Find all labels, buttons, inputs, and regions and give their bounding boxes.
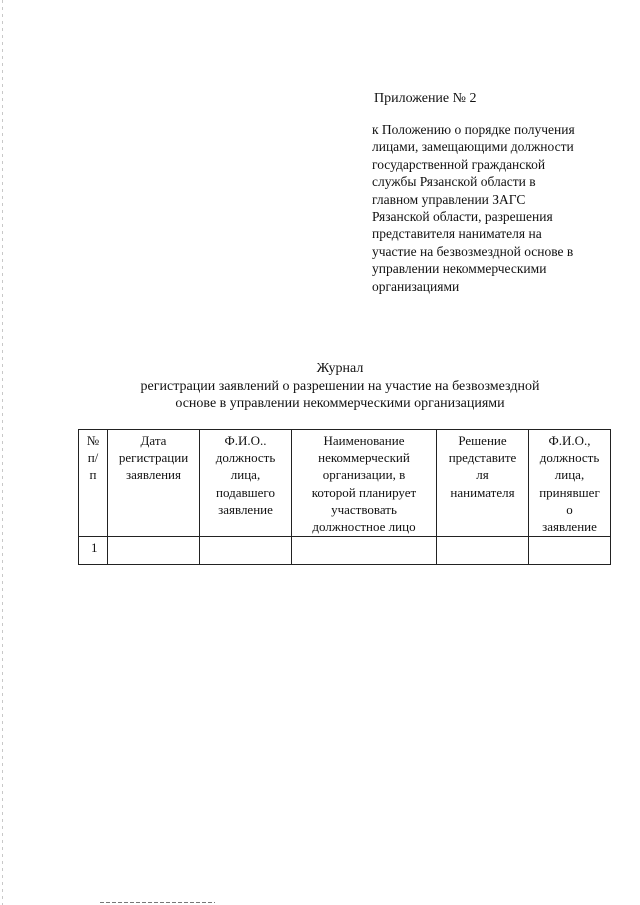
header-text: организации, в — [322, 467, 406, 483]
header-text: некоммерческий — [318, 450, 410, 466]
header-text: подавшего — [216, 484, 275, 500]
header-text: № — [86, 433, 100, 448]
appendix-line: главном управлении ЗАГС — [372, 191, 526, 207]
table-row — [79, 537, 611, 565]
header-text: которой планирует — [311, 484, 417, 500]
table-header-row — [79, 430, 611, 537]
table-cell — [108, 537, 200, 565]
appendix-block — [372, 90, 622, 295]
header-text: лица, — [554, 467, 585, 483]
appendix-number: Приложение № 2 — [374, 91, 477, 106]
appendix-line: государственной гражданской — [372, 156, 546, 172]
header-text: заявление — [542, 519, 597, 535]
footer-scan-mark — [100, 902, 215, 903]
registration-journal-table — [78, 429, 611, 565]
table-cell — [292, 537, 437, 565]
appendix-line: участие на безвозмездной основе в — [372, 243, 574, 259]
header-text: ля — [476, 467, 489, 483]
header-text: п — [89, 467, 97, 483]
journal-subtitle-line: основе в управлении некоммерческими организациями — [175, 396, 505, 411]
header-text: должность — [215, 450, 276, 466]
header-text: о — [566, 501, 573, 517]
appendix-line: службы Рязанской области в — [372, 174, 536, 190]
header-text: п/ — [87, 450, 99, 466]
appendix-line: лицами, замещающими должности — [372, 139, 574, 155]
header-text: лица, — [230, 467, 261, 483]
header-text: нанимателя — [450, 484, 515, 500]
appendix-line: Рязанской области, разрешения — [372, 209, 553, 225]
header-text: принявшег — [539, 484, 600, 500]
header-cell-number — [79, 430, 108, 537]
appendix-line: управлении некоммерческими — [372, 261, 547, 277]
header-text: Решение — [458, 433, 507, 448]
header-text: заявление — [218, 501, 273, 517]
header-text: заявления — [125, 467, 181, 483]
header-text: Ф.И.О.. — [224, 433, 267, 448]
header-cell-receiver — [529, 430, 611, 537]
header-text: Ф.И.О., — [548, 433, 591, 448]
journal-heading — [40, 360, 640, 413]
table-cell — [200, 537, 292, 565]
appendix-line: представителя нанимателя на — [372, 226, 542, 242]
appendix-text — [372, 121, 622, 295]
header-cell-organization — [292, 430, 437, 537]
header-text: представите — [448, 450, 517, 466]
table-cell: 1 — [79, 537, 108, 565]
journal-subtitle-line: регистрации заявлений о разрешении на участие на безвозмездной — [140, 378, 540, 394]
appendix-line: к Положению о порядке получения — [372, 122, 575, 137]
scan-edge-artifact — [2, 0, 3, 905]
header-text: Наименование — [323, 433, 405, 448]
header-cell-decision — [437, 430, 529, 537]
table-cell — [529, 537, 611, 565]
appendix-line: организациями — [372, 278, 460, 294]
header-text: должностное лицо — [312, 519, 416, 535]
header-text: должность — [539, 450, 600, 466]
header-cell-applicant — [200, 430, 292, 537]
header-text: Дата — [140, 433, 167, 448]
table-cell — [437, 537, 529, 565]
header-cell-date — [108, 430, 200, 537]
journal-title: Журнал — [316, 361, 364, 376]
header-text: регистрации — [118, 450, 189, 466]
header-text: участвовать — [331, 501, 397, 517]
